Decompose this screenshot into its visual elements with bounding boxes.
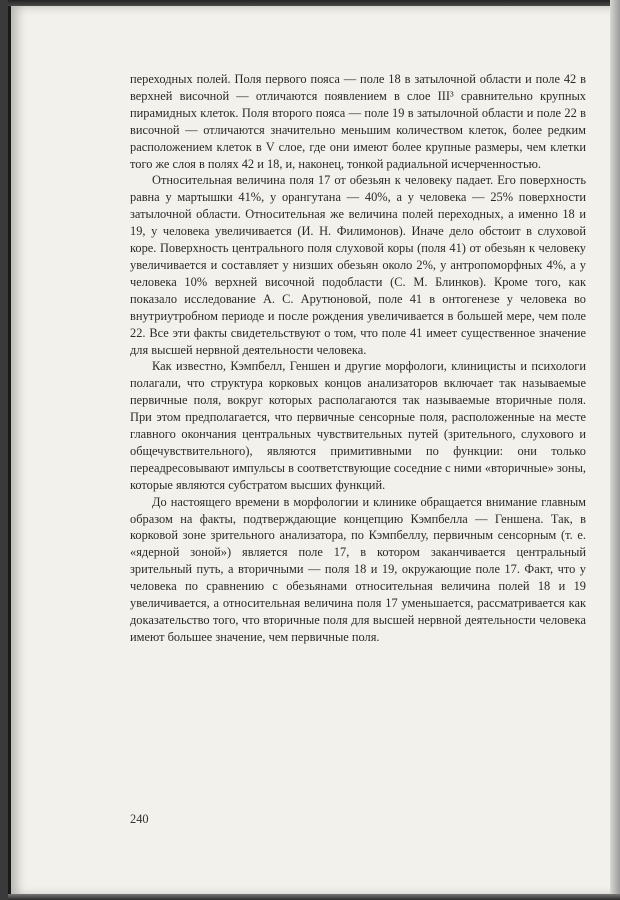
page-number: 240 bbox=[130, 812, 149, 826]
book-bottom-edge bbox=[8, 894, 620, 900]
body-text bbox=[130, 71, 586, 646]
paragraph-4: До настоящего времени в морфологии и клинике обращается внимание главным образом на факты, подтверждающие концепцию Кэмпбелла — Геншена. Так, в корковой зоне зрительного анализатора, по Кэмпбеллу, первичным сенсорным (т. е. «ядерной зоной») является поле 17, в котором заканчивается центральный зрительный путь, а вторичными — поля 18 и 19, окружающие поле 17. Факт, что у человека по сравнению с обезьянами относительная величина полей 18 и 19 увеличивается, а относительная величина поля 17 уменьшается, рассматривается как доказательство того, что вторичные поля для высшей нервной деятельности человека имеют большее значение, чем первичные поля. bbox=[130, 494, 586, 644]
paragraph-3: Как известно, Кэмпбелл, Геншен и другие морфологи, клиницисты и психологи полагали, что структура корковых концов анализаторов включает так называемые первичные поля, вокруг которых располагаются так называемые вторичные поля. При этом предполагается, что первичные сенсорные поля, расположенные на месте главного окончания центральных чувствительных путей (зрительного, слухового и общечувствительного), являются примитивными по функции: они только переадресовывают импульсы в соответствующие соседние с ними «вторичные» зоны, которые являются субстратом высших функций. bbox=[130, 359, 586, 492]
paragraph-1: переходных полей. Поля первого пояса — поле 18 в затылочной области и поле 42 в верхней височной — отличаются появлением в слое III³ сравнительно крупных пирамидных клеток. Поля второго пояса — поле 19 в затылочной области и поле 22 в височной — отличаются значительно меньшим количеством клеток, более редким расположением клеток в V слое, где они имеют более крупные размеры, чем клетки того же слоя в полях 42 и 18, и, наконец, тонкой радиальной исчерченностью. bbox=[130, 72, 586, 171]
paragraph-2: Относительная величина поля 17 от обезьян к человеку падает. Его поверхность равна у мартышки 41%, у орангутана — 40%, а у человека — 25% поверхности затылочной области. Относительная же величина полей переходных, а именно 18 и 19, у человека увеличивается (И. Н. Филимонов). Иначе дело обстоит в слуховой коре. Поверхность центрального поля слуховой коры (поля 41) от обезьян к человеку увеличивается и составляет у низших обезьян около 2%, у антропоморфных 4%, а у человека 10% верхней височной подобласти (С. М. Блинков). Кроме того, как показало исследование А. С. Арутюновой, поле 41 в онтогенезе у человека во внутриутробном периоде и после рождения увеличивается в большей мере, чем поле 22. Все эти факты свидетельствуют о том, что поле 41 имеет существенное значение для высшей нервной деятельности человека. bbox=[130, 173, 586, 357]
book-right-edge bbox=[610, 0, 620, 900]
